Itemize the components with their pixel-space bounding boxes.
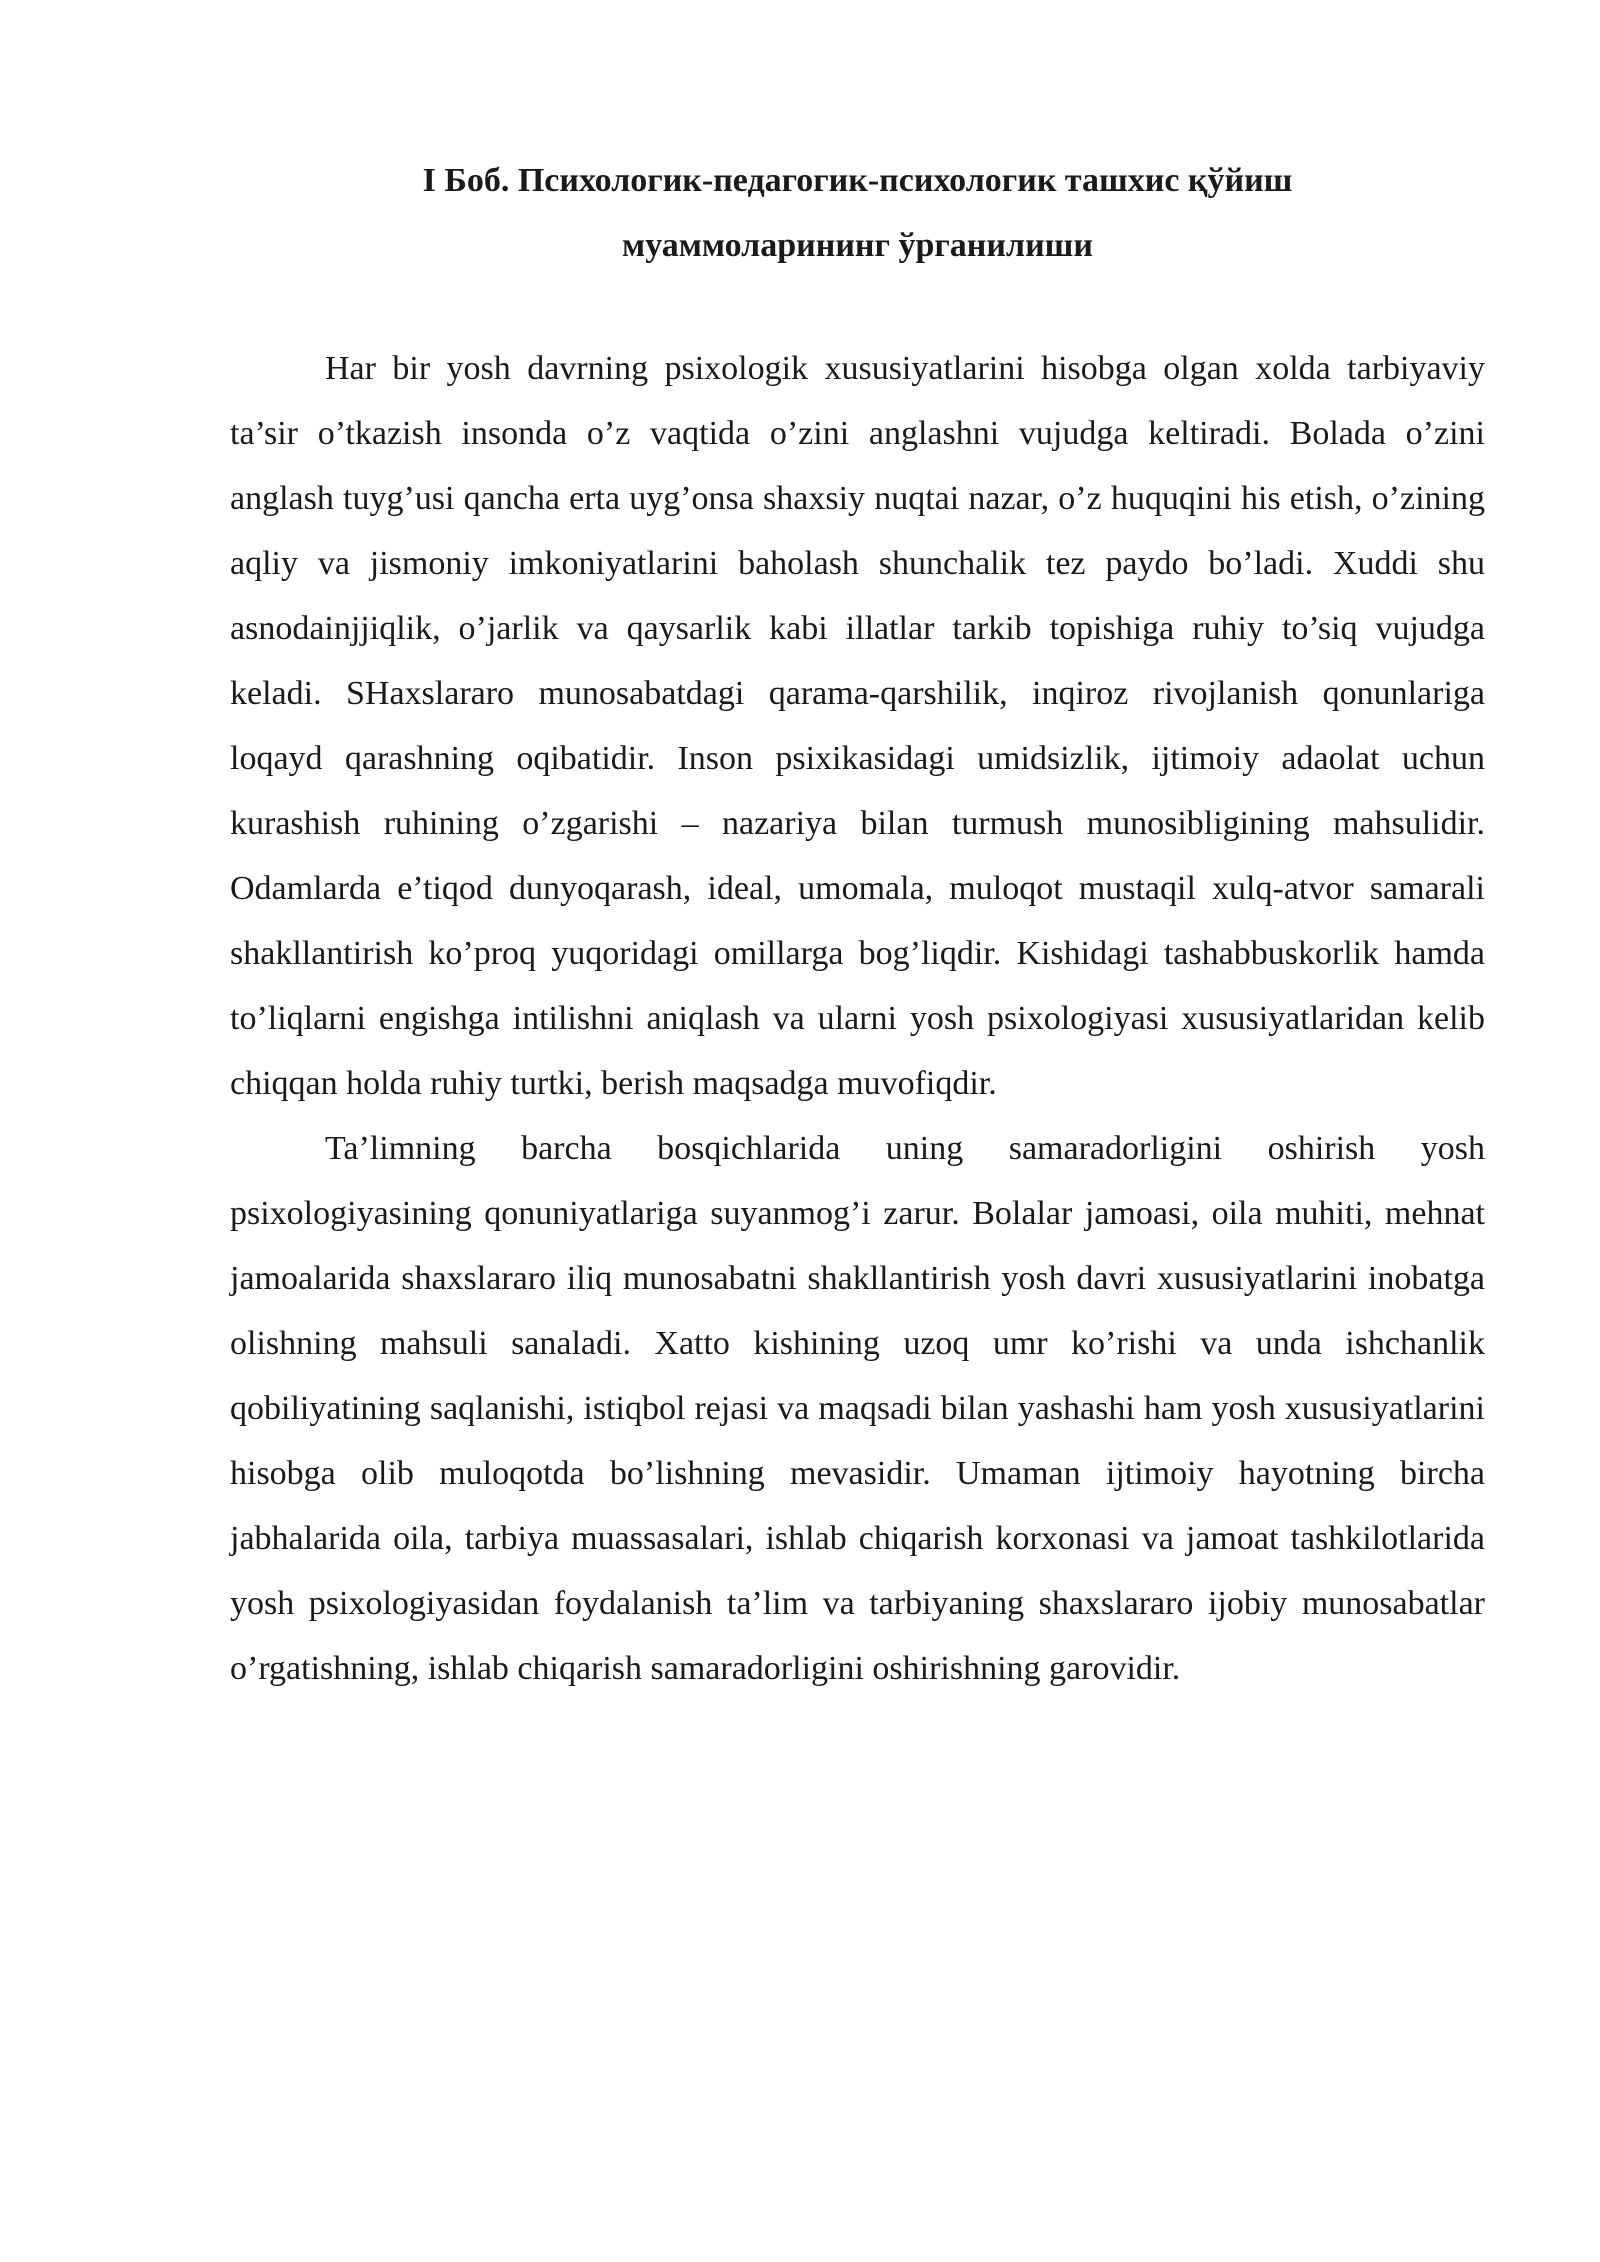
chapter-heading-line-2: муаммоларининг ўрганилиши (622, 227, 1093, 264)
document-body (230, 336, 1485, 1701)
paragraph: Ta’limning barcha bosqichlarida uning samaradorligini oshirish yosh psixologiyasining qonuniyatlariga suyanmog’i zarur. Bolalar jamoasi, oila muhiti, mehnat jamoalarida shaxslararo iliq munosabatni shakllantirish yosh davri xususiyatlarini inobatga olishning mahsuli sanaladi. Xatto kishining uzoq umr ko’rishi va unda ishchanlik qobiliyatining saqlanishi, istiqbol rejasi va maqsadi bilan yashashi ham yosh xususiyatlarini hisobga olib muloqotda bo’lishning mevasidir. Umaman ijtimoiy hayotning bircha jabhalarida oila, tarbiya muassasalari, ishlab chiqarish korxonasi va jamoat tashkilotlarida yosh psixologiyasidan foydalanish ta’lim va tarbiyaning shaxslararo ijobiy munosabatlar o’rgatishning, ishlab chiqarish samaradorligini oshirishning garovidir. (230, 1130, 1485, 1687)
chapter-heading-line-1: I Боб. Психологик-педагогик-психологик ташхис қўйиш (422, 162, 1293, 199)
chapter-heading (230, 148, 1485, 278)
paragraph: Har bir yosh davrning psixologik xususiyatlarini hisobga olgan xolda tarbiyaviy ta’sir o’tkazish insonda o’z vaqtida o’zini anglashni vujudga keltiradi. Bolada o’zini anglash tuyg’usi qancha erta uyg’onsa shaxsiy nuqtai nazar, o’z huquqini his etish, o’zining aqliy va jismoniy imkoniyatlarini baholash shunchalik tez paydo bo’ladi. Xuddi shu asnodainjjiqlik, o’jarlik va qaysarlik kabi illatlar tarkib topishiga ruhiy to’siq vujudga keladi. SHaxslararo munosabatdagi qarama-qarshilik, inqiroz rivojlanish qonunlariga loqayd qarashning oqibatidir. Inson psixikasidagi umidsizlik, ijtimoiy adaolat uchun kurashish ruhining o’zgarishi – nazariya bilan turmush munosibligining mahsulidir. Odamlarda e’tiqod dunyoqarash, ideal, umomala, muloqot mustaqil xulq-atvor samarali shakllantirish ko’proq yuqoridagi omillarga bog’liqdir. Kishidagi tashabbuskorlik hamda to’liqlarni engishga intilishni aniqlash va ularni yosh psixologiyasi xususiyatlaridan kelib chiqqan holda ruhiy turtki, berish maqsadga muvofiqdir. (230, 350, 1485, 1102)
